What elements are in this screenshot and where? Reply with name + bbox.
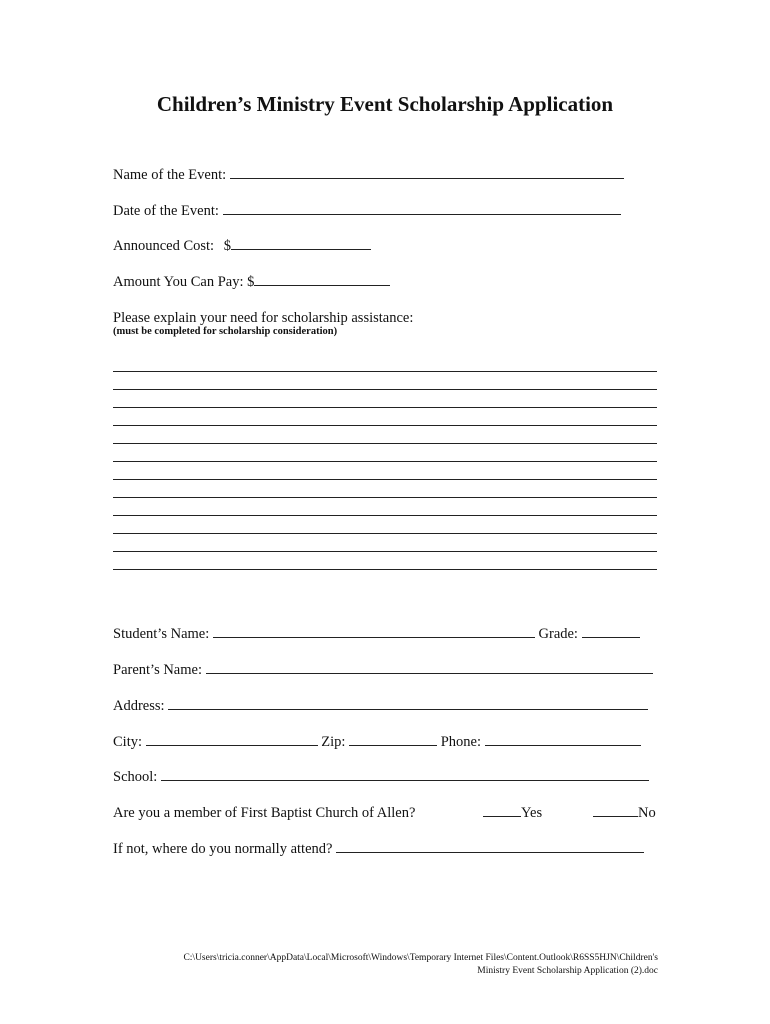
event-name-row	[113, 166, 624, 184]
address-label: Address:	[113, 698, 165, 714]
event-name-field[interactable]	[230, 166, 624, 179]
event-name-label: Name of the Event:	[113, 167, 227, 183]
phone-label: Phone:	[440, 734, 481, 750]
answer-line[interactable]	[113, 443, 657, 444]
grade-label: Grade:	[538, 626, 578, 642]
grade-field[interactable]	[582, 625, 640, 638]
parent-name-label: Parent’s Name:	[113, 662, 202, 678]
answer-line[interactable]	[113, 389, 657, 390]
event-date-field[interactable]	[223, 202, 621, 215]
yes-option	[483, 804, 542, 822]
attend-field[interactable]	[336, 840, 644, 853]
answer-line[interactable]	[113, 515, 657, 516]
attend-label: If not, where do you normally attend?	[113, 841, 333, 857]
parent-row	[113, 661, 653, 679]
school-row	[113, 768, 649, 786]
announced-cost-label: Announced Cost:	[113, 238, 215, 254]
city-row	[113, 733, 641, 751]
yes-field[interactable]	[483, 804, 521, 817]
no-option	[593, 804, 656, 822]
no-field[interactable]	[593, 804, 638, 817]
address-row	[113, 697, 648, 715]
attend-row	[113, 840, 644, 858]
answer-line[interactable]	[113, 497, 657, 498]
city-field[interactable]	[146, 733, 318, 746]
address-field[interactable]	[168, 697, 648, 710]
footer-line-1: C:\Users\tricia.conner\AppData\Local\Microsoft\Windows\Temporary Internet Files\Content.Outlook\R6SS5HJN\Children's	[183, 953, 658, 963]
footer-line-2: Ministry Event Scholarship Application (2).doc	[477, 966, 658, 976]
page-title: Children’s Ministry Event Scholarship Application	[156, 92, 614, 116]
school-label: School:	[113, 769, 158, 785]
student-name-field[interactable]	[213, 625, 535, 638]
explain-note: (must be completed for scholarship consideration)	[113, 326, 338, 337]
answer-line[interactable]	[113, 533, 657, 534]
city-label: City:	[113, 734, 143, 750]
answer-line[interactable]	[113, 425, 657, 426]
no-label: No	[638, 805, 656, 821]
announced-cost-row	[113, 237, 371, 255]
student-row	[113, 625, 640, 643]
answer-line[interactable]	[113, 479, 657, 480]
member-question: Are you a member of First Baptist Church of Allen?	[113, 805, 416, 821]
announced-cost-currency: $	[223, 238, 231, 254]
amount-pay-row	[113, 273, 390, 291]
announced-cost-field[interactable]	[231, 237, 371, 250]
answer-line[interactable]	[113, 371, 657, 372]
parent-name-field[interactable]	[206, 661, 653, 674]
amount-pay-field[interactable]	[254, 273, 390, 286]
answer-line[interactable]	[113, 569, 657, 570]
yes-label: Yes	[521, 805, 543, 821]
amount-pay-label: Amount You Can Pay:	[113, 274, 244, 290]
school-field[interactable]	[161, 768, 649, 781]
zip-field[interactable]	[349, 733, 437, 746]
answer-line[interactable]	[113, 461, 657, 462]
explain-label: Please explain your need for scholarship assistance:	[113, 310, 414, 326]
student-name-label: Student’s Name:	[113, 626, 210, 642]
amount-pay-currency: $	[247, 274, 255, 290]
answer-line[interactable]	[113, 407, 657, 408]
file-path-footer	[183, 952, 658, 978]
answer-line[interactable]	[113, 551, 657, 552]
event-date-label: Date of the Event:	[113, 203, 219, 219]
zip-label: Zip:	[321, 734, 346, 750]
phone-field[interactable]	[485, 733, 641, 746]
event-date-row	[113, 202, 621, 220]
